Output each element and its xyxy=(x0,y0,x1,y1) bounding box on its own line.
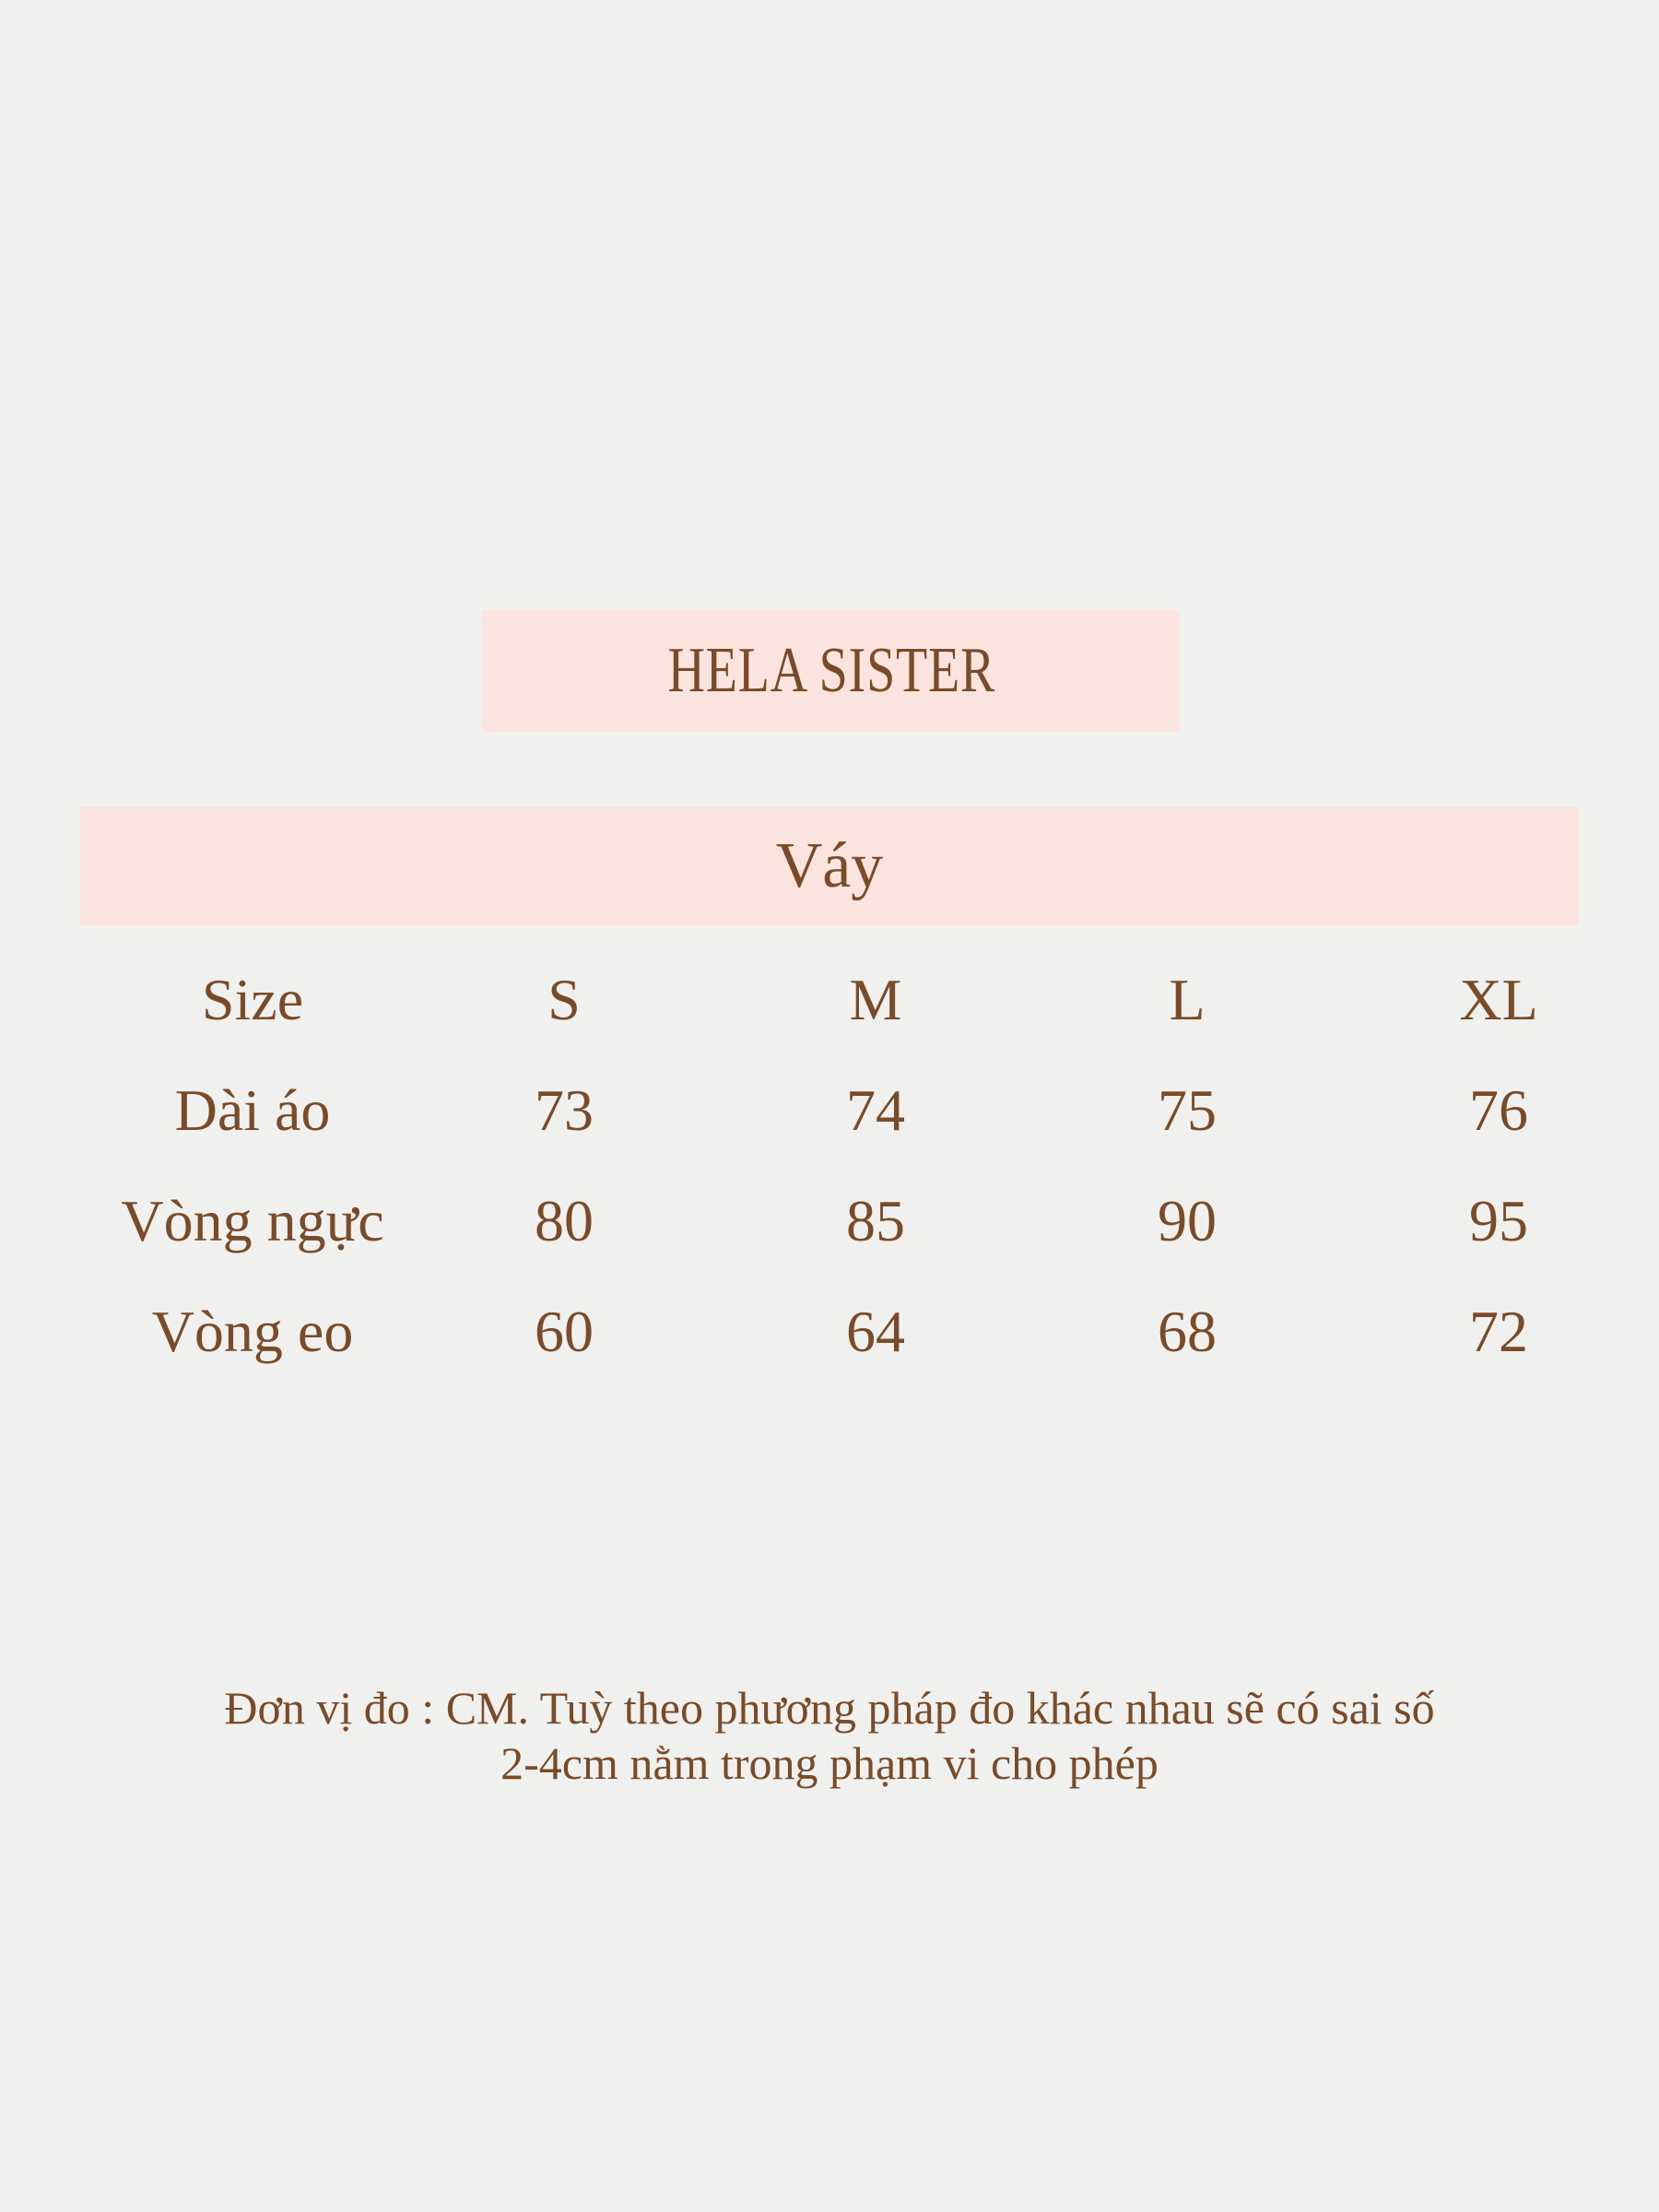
table-row-dai-ao xyxy=(97,1055,1654,1166)
cell-value: 60 xyxy=(535,1299,594,1364)
cell-value: 72 xyxy=(1469,1299,1528,1364)
row-label: Vòng eo xyxy=(151,1299,354,1364)
cell-value: 76 xyxy=(1469,1077,1528,1143)
cell-value: 75 xyxy=(1158,1077,1217,1143)
header-size-label: Size xyxy=(201,967,304,1032)
table-row-vong-eo xyxy=(97,1277,1654,1387)
row-label: Dài áo xyxy=(174,1077,331,1143)
cell-value: 68 xyxy=(1158,1299,1217,1364)
header-size-l: L xyxy=(1169,967,1206,1032)
category-title: Váy xyxy=(775,830,884,901)
size-table xyxy=(97,945,1654,1387)
brand-banner xyxy=(483,610,1180,732)
cell-value: 85 xyxy=(846,1188,905,1253)
header-size-s: S xyxy=(547,967,581,1032)
table-row-vong-nguc xyxy=(97,1166,1654,1277)
table-header-row xyxy=(97,945,1654,1055)
cell-value: 90 xyxy=(1158,1188,1217,1253)
header-size-m: M xyxy=(849,967,902,1032)
brand-name: HELA SISTER xyxy=(667,635,995,706)
cell-value: 95 xyxy=(1469,1188,1528,1253)
header-size-xl: XL xyxy=(1459,967,1538,1032)
cell-value: 74 xyxy=(846,1077,905,1143)
cell-value: 64 xyxy=(846,1299,905,1364)
cell-value: 80 xyxy=(535,1188,594,1253)
measurement-footnote xyxy=(0,1680,1659,1791)
category-banner xyxy=(80,806,1579,925)
cell-value: 73 xyxy=(535,1077,594,1143)
footnote-line-1: Đơn vị đo : CM. Tuỳ theo phương pháp đo khác nhau sẽ có sai số xyxy=(224,1682,1435,1734)
row-label: Vòng ngực xyxy=(121,1188,384,1253)
footnote-line-2: 2-4cm nằm trong phạm vi cho phép xyxy=(500,1737,1159,1789)
